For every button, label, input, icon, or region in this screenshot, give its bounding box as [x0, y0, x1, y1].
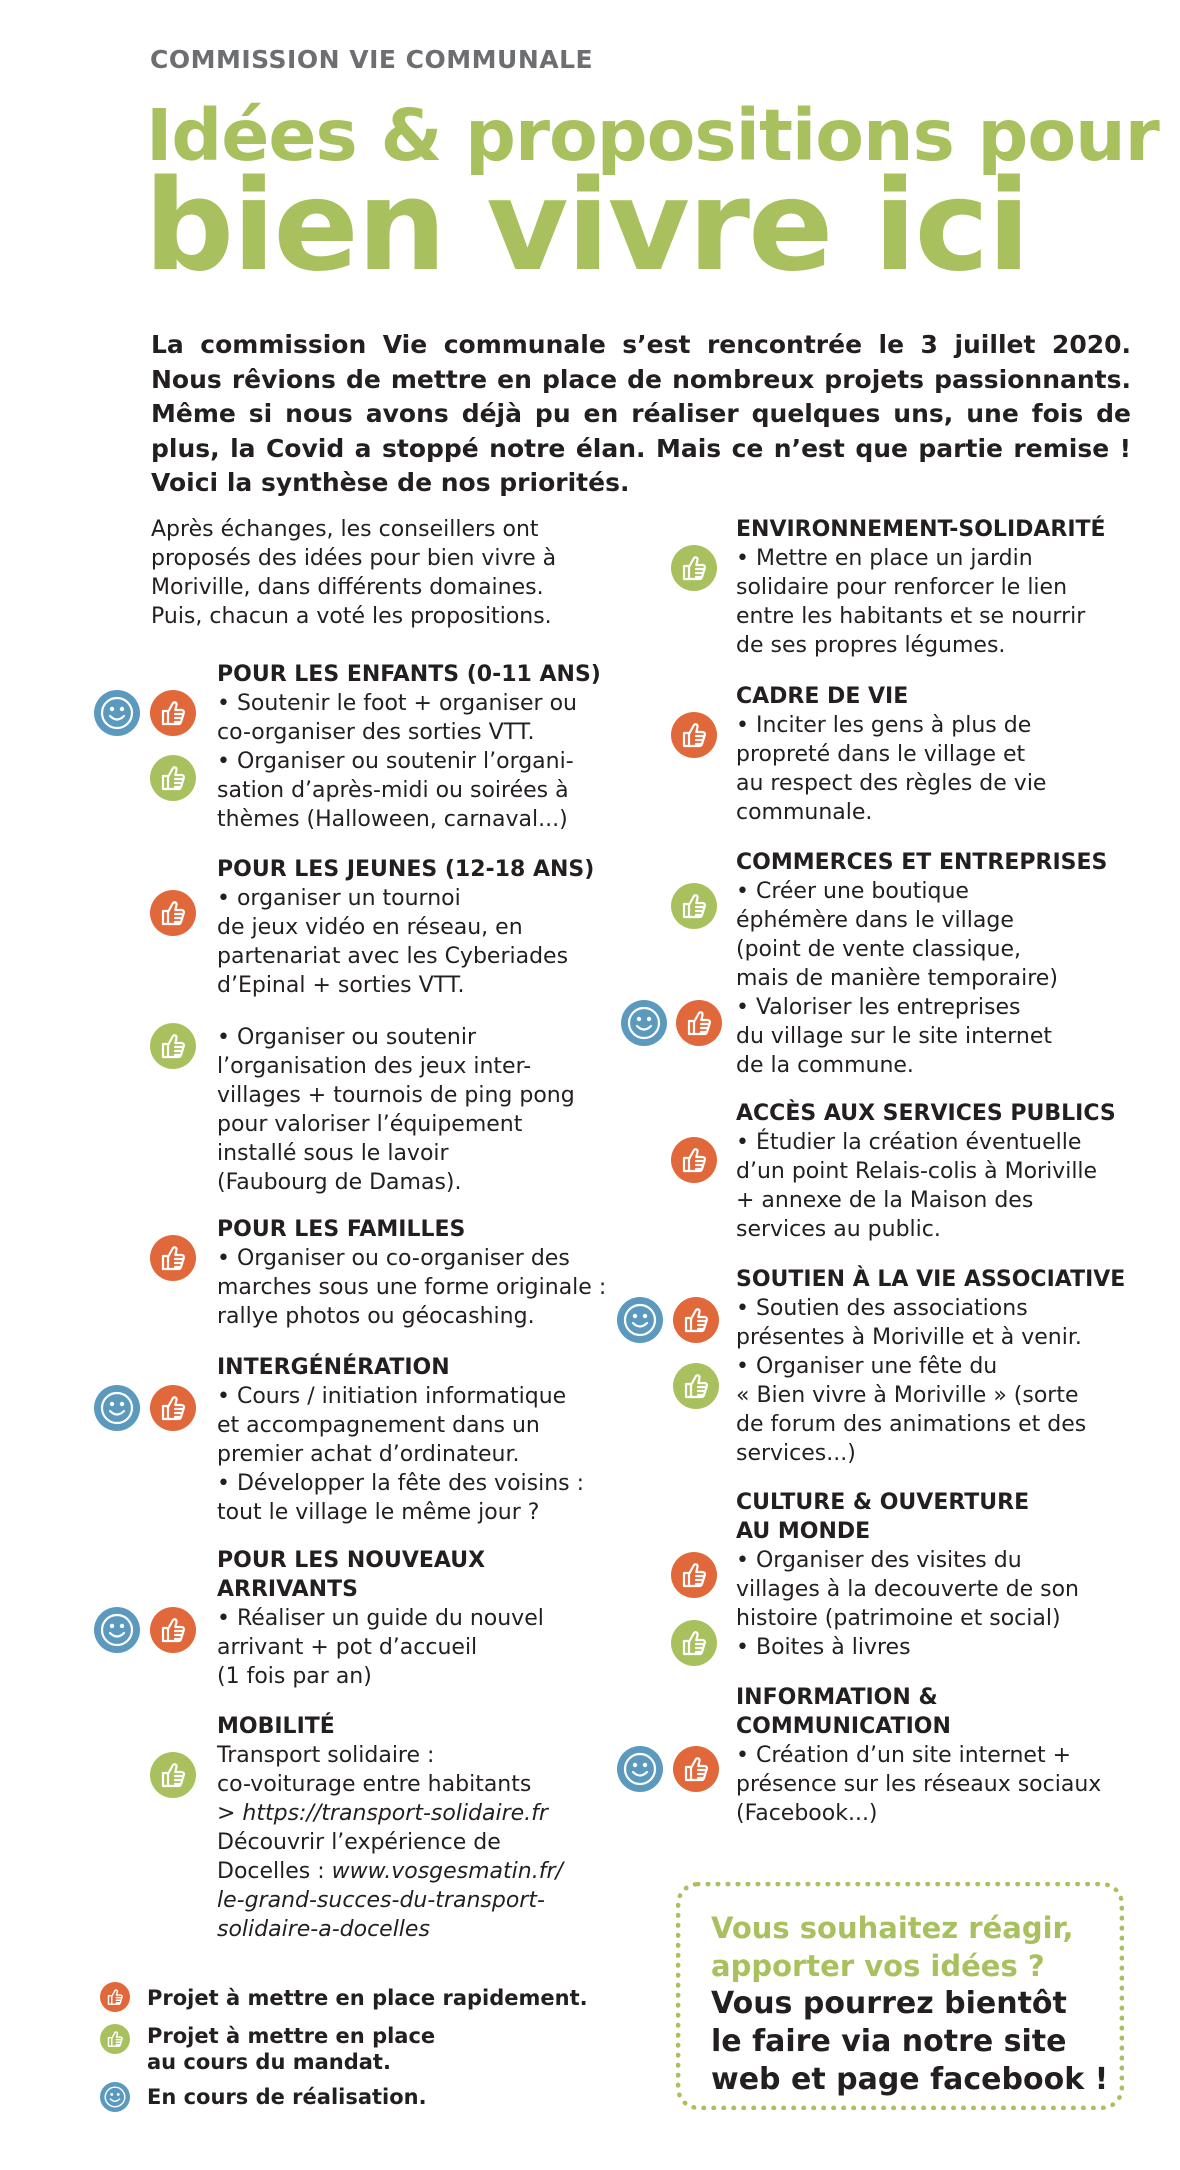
- section-jeunes: [217, 855, 594, 1000]
- intro-paragraph: La commission Vie communale s’est rencontrée le 3 juillet 2020. Nous rêvions de mettre en place de nombreux projets passionnants. Même si nous avons déjà pu en réaliser quelques uns, une fois de plus, la Covid a stoppé notre élan. Mais ce n’est que partie remise ! Voici la synthèse de nos priorités.: [151, 330, 1131, 497]
- item-line: communale.: [736, 800, 873, 825]
- item-line: villages + tournois de ping pong: [217, 1083, 575, 1108]
- item-line: • organiser un tournoi: [217, 886, 461, 911]
- item-line: histoire (patrimoine et social): [736, 1606, 1061, 1631]
- item-line: mais de manière temporaire): [736, 966, 1058, 991]
- section-culture: [736, 1488, 1079, 1662]
- smiley-icon: [94, 690, 140, 736]
- item-line: entre les habitants et se nourrir: [736, 604, 1086, 629]
- item-line: présence sur les réseaux sociaux: [736, 1772, 1102, 1797]
- thumbs-up-icon: [673, 1297, 719, 1343]
- thumbs-up-icon: [150, 1385, 196, 1431]
- thumbs-up-icon: [150, 1023, 196, 1069]
- section-title: ACCÈS AUX SERVICES PUBLICS: [736, 1101, 1116, 1126]
- thumbs-up-icon: [676, 1000, 722, 1046]
- legend-text: au cours du mandat.: [147, 2050, 391, 2074]
- section-title: POUR LES FAMILLES: [217, 1217, 466, 1242]
- item-text: Docelles :: [217, 1859, 332, 1884]
- item-line: • Organiser ou soutenir l’organi-: [217, 749, 574, 774]
- item-line: • Valoriser les entreprises: [736, 995, 1021, 1020]
- callout-text: Vous souhaitez réagir,: [711, 1911, 1074, 1945]
- section-environnement: [736, 515, 1106, 660]
- section-title: ARRIVANTS: [217, 1577, 358, 1602]
- smiley-icon: [94, 1385, 140, 1431]
- section-familles: [217, 1215, 606, 1331]
- item-line: éphémère dans le village: [736, 908, 1014, 933]
- thumbs-up-icon: [150, 890, 196, 936]
- section-vie-associative: [736, 1265, 1125, 1468]
- thumbs-up-icon: [671, 1620, 717, 1666]
- callout-text: web et page facebook !: [711, 2062, 1109, 2097]
- thumbs-up-icon: [671, 712, 717, 758]
- section-commerces: [736, 848, 1107, 1080]
- section-title: CULTURE & OUVERTURE: [736, 1490, 1030, 1515]
- smiley-icon: [617, 1297, 663, 1343]
- callout-text: apporter vos idées ?: [711, 1949, 1045, 1983]
- thumbs-up-icon: [673, 1746, 719, 1792]
- thumbs-up-icon: [150, 755, 196, 801]
- item-line: services...): [736, 1441, 856, 1466]
- item-line: (1 fois par an): [217, 1664, 372, 1689]
- section-title: POUR LES NOUVEAUX: [217, 1548, 486, 1573]
- item-line: Découvrir l’expérience de: [217, 1830, 501, 1855]
- item-line: • Créer une boutique: [736, 879, 969, 904]
- legend-mandat: [147, 2023, 435, 2075]
- item-line: présentes à Moriville et à venir.: [736, 1325, 1082, 1350]
- section-title: MOBILITÉ: [217, 1714, 335, 1739]
- section-intergeneration: [217, 1353, 584, 1527]
- item-line: services au public.: [736, 1217, 941, 1242]
- section-mobilite: [217, 1712, 563, 1944]
- section-information: [736, 1683, 1101, 1828]
- item-line: et accompagnement dans un: [217, 1413, 540, 1438]
- section-title: SOUTIEN À LA VIE ASSOCIATIVE: [736, 1267, 1126, 1292]
- item-line: rallye photos ou géocashing.: [217, 1304, 535, 1329]
- thumbs-up-icon: [150, 1235, 196, 1281]
- item-line: premier achat d’ordinateur.: [217, 1442, 520, 1467]
- section-title: INTERGÉNÉRATION: [217, 1355, 450, 1380]
- item-line: arrivant + pot d’accueil: [217, 1635, 478, 1660]
- thumbs-up-icon: [100, 1982, 130, 2012]
- item-line: sation d’après-midi ou soirées à: [217, 778, 569, 803]
- section-title: POUR LES ENFANTS (0-11 ANS): [217, 662, 601, 687]
- item-line: + annexe de la Maison des: [736, 1188, 1034, 1213]
- item-line: • Organiser ou co-organiser des: [217, 1246, 570, 1271]
- item-line: d’un point Relais-colis à Moriville: [736, 1159, 1098, 1184]
- item-line: d’Epinal + sorties VTT.: [217, 973, 465, 998]
- item-line: tout le village le même jour ?: [217, 1500, 540, 1525]
- item-line: marches sous une forme originale :: [217, 1275, 607, 1300]
- item-line: • Organiser ou soutenir: [217, 1025, 477, 1050]
- item-line: thèmes (Halloween, carnaval...): [217, 807, 568, 832]
- page-title-line1: Idées & propositions pour: [146, 94, 1159, 177]
- section-kicker: COMMISSION VIE COMMUNALE: [150, 45, 594, 74]
- section-title: AU MONDE: [736, 1519, 871, 1544]
- item-line: (Faubourg de Damas).: [217, 1170, 462, 1195]
- item-line: « Bien vivre à Moriville » (sorte: [736, 1383, 1079, 1408]
- item-line: • Soutien des associations: [736, 1296, 1028, 1321]
- item-line: propreté dans le village et: [736, 742, 1026, 767]
- thumbs-up-icon: [671, 545, 717, 591]
- legend-text: Projet à mettre en place: [147, 2024, 436, 2048]
- thumbs-up-icon: [673, 1363, 719, 1409]
- vosgesmatin-link-cont[interactable]: [217, 1886, 563, 1915]
- item-line: de jeux vidéo en réseau, en: [217, 915, 523, 940]
- lead-line: Après échanges, les conseillers ont: [151, 517, 539, 542]
- callout-question: [711, 1909, 1074, 1985]
- section-title: COMMUNICATION: [736, 1714, 951, 1739]
- item-line: solidaire pour renforcer le lien: [736, 575, 1068, 600]
- item-line: co-voiturage entre habitants: [217, 1772, 532, 1797]
- item-line: villages à la decouverte de son: [736, 1577, 1079, 1602]
- lead-line: Moriville, dans différents domaines.: [151, 575, 544, 600]
- section-acces-services-publics: [736, 1099, 1116, 1244]
- section-title: POUR LES JEUNES (12-18 ANS): [217, 857, 595, 882]
- item-line: • Étudier la création éventuelle: [736, 1130, 1082, 1155]
- item-line: • Organiser une fête du: [736, 1354, 998, 1379]
- callout-text: le faire via notre site: [711, 2024, 1067, 2059]
- item-line: de la commune.: [736, 1053, 914, 1078]
- section-title: COMMERCES ET ENTREPRISES: [736, 850, 1108, 875]
- callout-text: Vous pourrez bientôt: [711, 1986, 1067, 2021]
- item-line: • Soutenir le foot + organiser ou: [217, 691, 578, 716]
- item-line: installé sous le lavoir: [217, 1141, 449, 1166]
- thumbs-up-icon: [671, 1137, 717, 1183]
- link-text[interactable]: > https://transport-solidaire.fr: [217, 1801, 548, 1826]
- section-enfants: [217, 660, 601, 834]
- item-line: de ses propres légumes.: [736, 633, 1006, 658]
- item-line: • Cours / initiation informatique: [217, 1384, 567, 1409]
- item-line: • Boites à livres: [736, 1635, 911, 1660]
- page-title-line2: bien vivre ici: [144, 152, 1029, 299]
- item-line: • Mettre en place un jardin: [736, 546, 1033, 571]
- smiley-icon: [100, 2082, 130, 2112]
- legend-en-cours: En cours de réalisation.: [147, 2085, 427, 2109]
- link-text[interactable]: le-grand-succes-du-transport-: [217, 1888, 545, 1913]
- link-text[interactable]: solidaire-a-docelles: [217, 1917, 430, 1942]
- smiley-icon: [621, 1000, 667, 1046]
- section-jeunes-2: [217, 1023, 575, 1197]
- item-line: • Réaliser un guide du nouvel: [217, 1606, 544, 1631]
- callout-answer: [711, 1985, 1108, 2099]
- thumbs-up-icon: [100, 2024, 130, 2054]
- item-line: l’organisation des jeux inter-: [217, 1054, 532, 1079]
- item-line: Transport solidaire :: [217, 1743, 435, 1768]
- lead-paragraph: [151, 515, 556, 631]
- item-line: • Création d’un site internet +: [736, 1743, 1072, 1768]
- thumbs-up-icon: [671, 1552, 717, 1598]
- item-line: co-organiser des sorties VTT.: [217, 720, 535, 745]
- item-line: de forum des animations et des: [736, 1412, 1087, 1437]
- thumbs-up-icon: [150, 1607, 196, 1653]
- item-line: pour valoriser l’équipement: [217, 1112, 523, 1137]
- thumbs-up-icon: [671, 883, 717, 929]
- feedback-callout: [676, 1882, 1124, 2110]
- section-nouveaux-arrivants: [217, 1546, 544, 1691]
- smiley-icon: [617, 1746, 663, 1792]
- item-line: partenariat avec les Cyberiades: [217, 944, 569, 969]
- lead-line: Puis, chacun a voté les propositions.: [151, 604, 552, 629]
- vosgesmatin-link-cont[interactable]: [217, 1915, 563, 1944]
- item-line: du village sur le site internet: [736, 1024, 1053, 1049]
- item-line: • Organiser des visites du: [736, 1548, 1022, 1573]
- thumbs-up-icon: [150, 1752, 196, 1798]
- item-line: (point de vente classique,: [736, 937, 1021, 962]
- vosgesmatin-link[interactable]: www.vosgesmatin.fr/: [331, 1859, 563, 1884]
- item-line: (Facebook...): [736, 1801, 878, 1826]
- section-title: INFORMATION &: [736, 1685, 938, 1710]
- legend-rapidement: Projet à mettre en place rapidement.: [147, 1986, 588, 2010]
- item-line: • Développer la fête des voisins :: [217, 1471, 585, 1496]
- docelles-line: [217, 1857, 563, 1886]
- section-cadre-de-vie: [736, 682, 1046, 827]
- thumbs-up-icon: [150, 690, 196, 736]
- item-line: au respect des règles de vie: [736, 771, 1047, 796]
- section-title: CADRE DE VIE: [736, 684, 909, 709]
- transport-solidaire-link[interactable]: [217, 1799, 563, 1828]
- smiley-icon: [94, 1607, 140, 1653]
- lead-line: proposés des idées pour bien vivre à: [151, 546, 557, 571]
- item-line: • Inciter les gens à plus de: [736, 713, 1032, 738]
- section-title: ENVIRONNEMENT-SOLIDARITÉ: [736, 517, 1106, 542]
